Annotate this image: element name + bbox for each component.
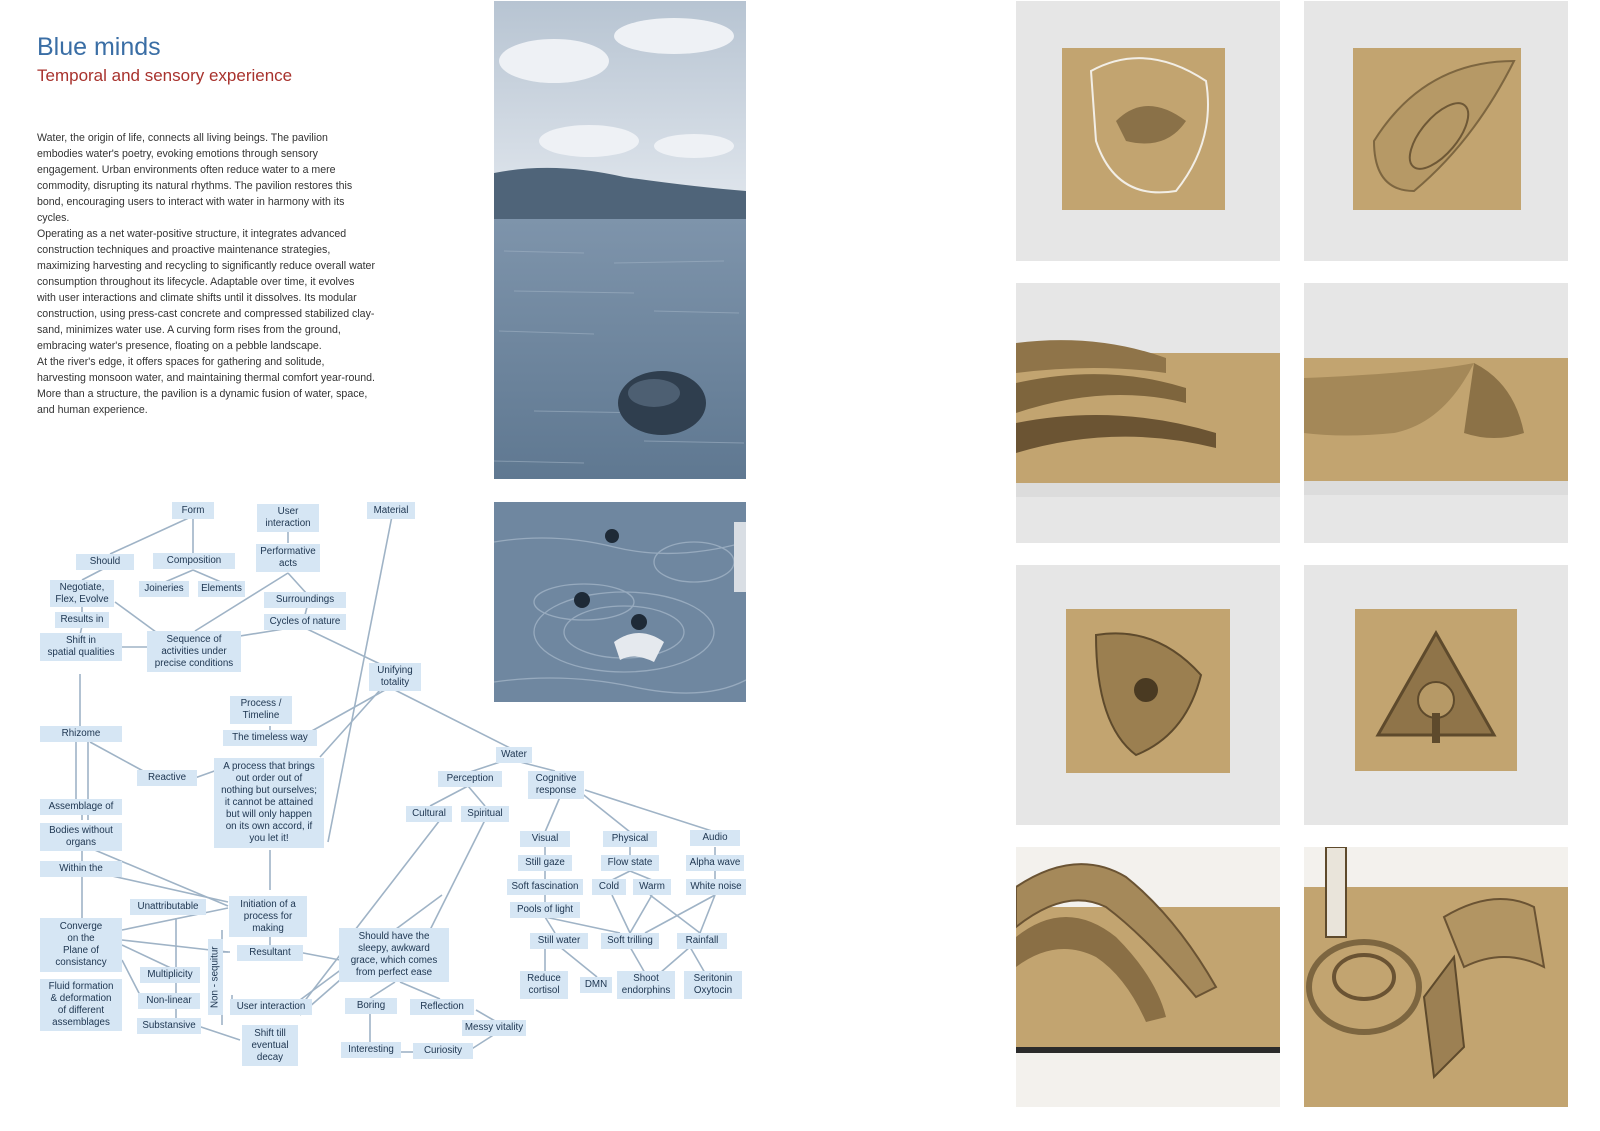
node-still-water: Still water [530, 933, 588, 949]
node-unattributable: Unattributable [130, 899, 206, 915]
node-bodies-without-organs: Bodies without organs [40, 823, 122, 851]
node-still-gaze: Still gaze [518, 855, 572, 871]
model-photo-8 [1304, 847, 1568, 1107]
model-photo-1 [1016, 1, 1280, 261]
node-elements: Elements [198, 581, 245, 597]
node-perception: Perception [438, 771, 502, 787]
node-cultural: Cultural [406, 806, 452, 822]
node-assemblage: Assemblage of [40, 799, 122, 815]
node-converge: Converge on the Plane of consistancy [40, 918, 122, 972]
paragraph: At the river's edge, it offers spaces for gathering and solitude, harvesting monsoon water, and maintaining thermal comfort year-round. More than a structure, the pavilion is a dynamic fusion of water, space, and human experience. [37, 356, 375, 416]
node-should-have: Should have the sleepy, awkward grace, which comes from perfect ease [339, 928, 449, 982]
node-water: Water [496, 747, 532, 763]
node-fluid-formation: Fluid formation & deformation of different assemblages [40, 979, 122, 1031]
node-curiosity: Curiosity [413, 1043, 473, 1059]
node-interesting: Interesting [341, 1042, 401, 1058]
node-cycles-of-nature: Cycles of nature [264, 614, 346, 630]
node-visual: Visual [520, 831, 570, 847]
node-rainfall: Rainfall [677, 933, 727, 949]
node-shoot-endorphins: Shoot endorphins [617, 971, 675, 999]
node-spiritual: Spiritual [461, 806, 509, 822]
node-multiplicity: Multiplicity [140, 967, 200, 983]
node-within-the: Within the [40, 861, 122, 877]
node-joineries: Joineries [139, 581, 189, 597]
paragraph: Operating as a net water-positive structure, it integrates advanced construction techniques and proactive maintenance strategies, maximizing harvesting and recycling to significantly reduce overall water consumption throughout its lifecycle. Adaptable over time, it evolves with user interactions and climate shifts until it dissolves. Its modular construction, using press-cast concrete and compressed stabilized clay-sand, minimizes water use. A curving form rises from the ground, embracing water's presence, floating on a pebble landscape. [37, 228, 375, 352]
paragraph: Water, the origin of life, connects all living beings. The pavilion embodies water's poetry, evoking emotions through sensory engagement. Urban environments often reduce water to a mere commodity, disrupting its natural rhythms. The pavilion restores this bond, encouraging users to interact with water in harmony with its cycles. [37, 132, 353, 224]
node-non-linear: Non-linear [138, 993, 200, 1009]
model-photo-4 [1304, 283, 1568, 543]
node-audio: Audio [690, 830, 740, 846]
model-photo-2 [1304, 1, 1568, 261]
body-text [37, 130, 375, 418]
node-rhizome: Rhizome [40, 726, 122, 742]
node-sequence: Sequence of activities under precise conditions [147, 631, 241, 672]
node-alpha-wave: Alpha wave [686, 855, 744, 871]
node-performative-acts: Performative acts [256, 544, 320, 572]
node-surroundings: Surroundings [264, 592, 346, 608]
node-process-brings-order: A process that brings out order out of nothing but ourselves; it cannot be attained but will only happen on its own accord, if you let it! [214, 758, 324, 848]
node-shift-till-decay: Shift till eventual decay [242, 1025, 298, 1066]
node-soft-fascination: Soft fascination [507, 879, 583, 895]
model-photo-5 [1016, 565, 1280, 825]
node-messy-vitality: Messy vitality [462, 1020, 526, 1036]
node-substansive: Substansive [137, 1018, 201, 1034]
node-negotiate: Negotiate, Flex, Evolve [50, 580, 114, 607]
node-dmn: DMN [580, 977, 612, 993]
node-warm: Warm [633, 879, 671, 895]
node-cognitive-response: Cognitive response [528, 771, 584, 799]
model-photo-7 [1016, 847, 1280, 1107]
node-reactive: Reactive [137, 770, 197, 786]
lake-photo [494, 1, 746, 479]
node-timeless-way: The timeless way [223, 730, 317, 746]
node-white-noise: White noise [686, 879, 746, 895]
node-physical: Physical [603, 831, 657, 847]
node-initiation: Initiation of a process for making [229, 896, 307, 937]
node-boring: Boring [345, 998, 397, 1014]
node-composition: Composition [153, 553, 235, 569]
node-should: Should [76, 554, 134, 570]
node-flow-state: Flow state [601, 855, 659, 871]
concept-map [0, 490, 760, 1090]
node-pools-of-light: Pools of light [510, 902, 580, 918]
node-material: Material [367, 502, 415, 519]
node-reflection: Reflection [410, 999, 474, 1015]
node-cold: Cold [592, 879, 626, 895]
node-form: Form [172, 502, 214, 519]
page-title: Blue minds [37, 33, 161, 61]
node-user-interaction-bottom: User interaction [230, 999, 312, 1015]
page-subtitle: Temporal and sensory experience [37, 66, 293, 85]
model-photo-3 [1016, 283, 1280, 543]
node-unifying-totality: Unifying totality [369, 663, 421, 691]
model-photo-6 [1304, 565, 1568, 825]
node-reduce-cortisol: Reduce cortisol [520, 971, 568, 999]
node-resultant: Resultant [237, 945, 303, 961]
node-non-sequitur: Non - sequitur [208, 939, 223, 1015]
node-soft-trilling: Soft trilling [601, 933, 659, 949]
node-results-in: Results in [55, 612, 109, 628]
node-shift-spatial: Shift in spatial qualities [40, 633, 122, 661]
node-process-timeline: Process / Timeline [230, 696, 292, 724]
node-seritonin-oxytocin: Seritonin Oxytocin [684, 971, 742, 999]
node-user-interaction-top: User interaction [257, 504, 319, 532]
